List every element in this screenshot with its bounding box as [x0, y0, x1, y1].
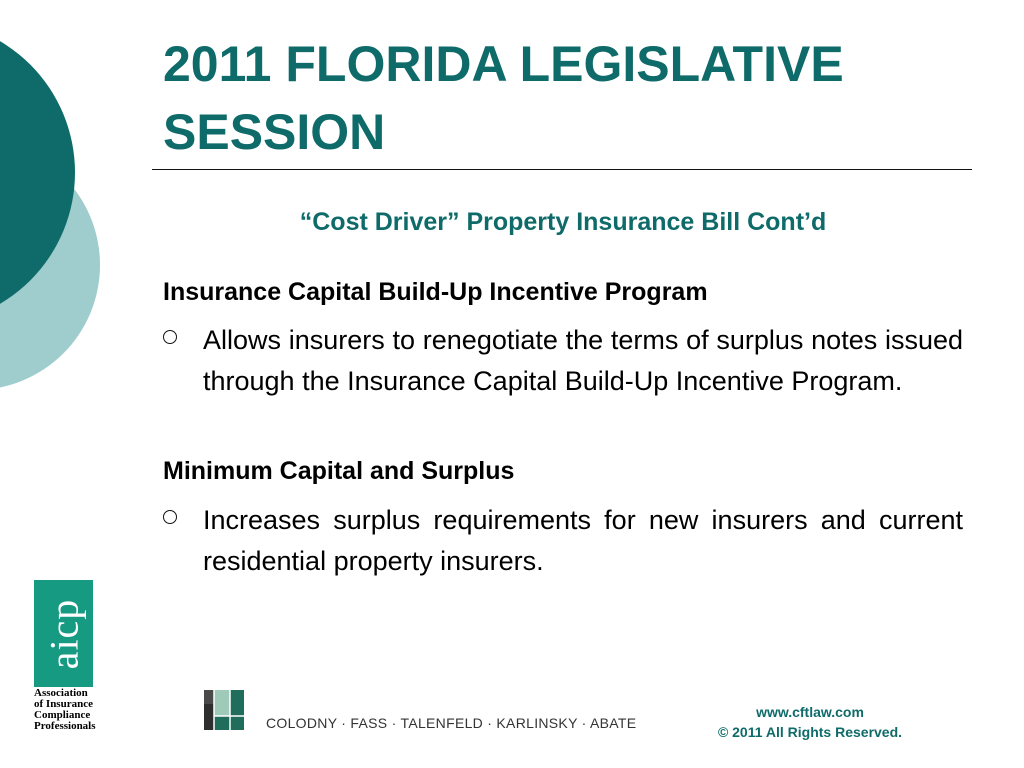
- footer-info: [700, 702, 920, 742]
- slide-subtitle: “Cost Driver” Property Insurance Bill Cont’d: [299, 208, 827, 236]
- aicp-caption-line: Association: [34, 687, 88, 699]
- bullet-text: Increases surplus requirements for new insurers and current residential property insurers.: [203, 505, 963, 576]
- law-firm-logo-icon: [204, 690, 244, 730]
- hollow-circle-bullet-icon: [163, 330, 177, 344]
- aicp-logo: [34, 580, 93, 687]
- footer-website: www.cftlaw.com: [756, 704, 864, 720]
- title-line-1: 2011 FLORIDA LEGISLATIVE: [163, 36, 844, 92]
- title-line-2: SESSION: [163, 104, 386, 160]
- aicp-caption-line: Compliance: [34, 709, 91, 721]
- bullet-minimum-capital: [163, 500, 963, 582]
- aicp-caption-line: Professionals: [34, 720, 96, 732]
- bullet-capital-build-up: [163, 320, 963, 402]
- aicp-logo-text: aicp: [41, 598, 86, 669]
- footer-copyright: © 2011 All Rights Reserved.: [717, 724, 903, 740]
- section-heading-capital-build-up: Insurance Capital Build-Up Incentive Program: [163, 278, 708, 306]
- law-firm-name: COLODNY · FASS · TALENFELD · KARLINSKY · ABATE: [266, 715, 637, 731]
- aicp-caption-line: of Insurance: [34, 698, 93, 710]
- section-heading-minimum-capital: Minimum Capital and Surplus: [163, 457, 515, 485]
- slide-title: [163, 30, 963, 166]
- hollow-circle-bullet-icon: [163, 510, 177, 524]
- bullet-text: Allows insurers to renegotiate the terms of surplus notes issued through the Insurance Capital Build-Up Incentive Program.: [203, 325, 963, 396]
- title-divider: [152, 169, 972, 170]
- aicp-caption: [34, 688, 96, 732]
